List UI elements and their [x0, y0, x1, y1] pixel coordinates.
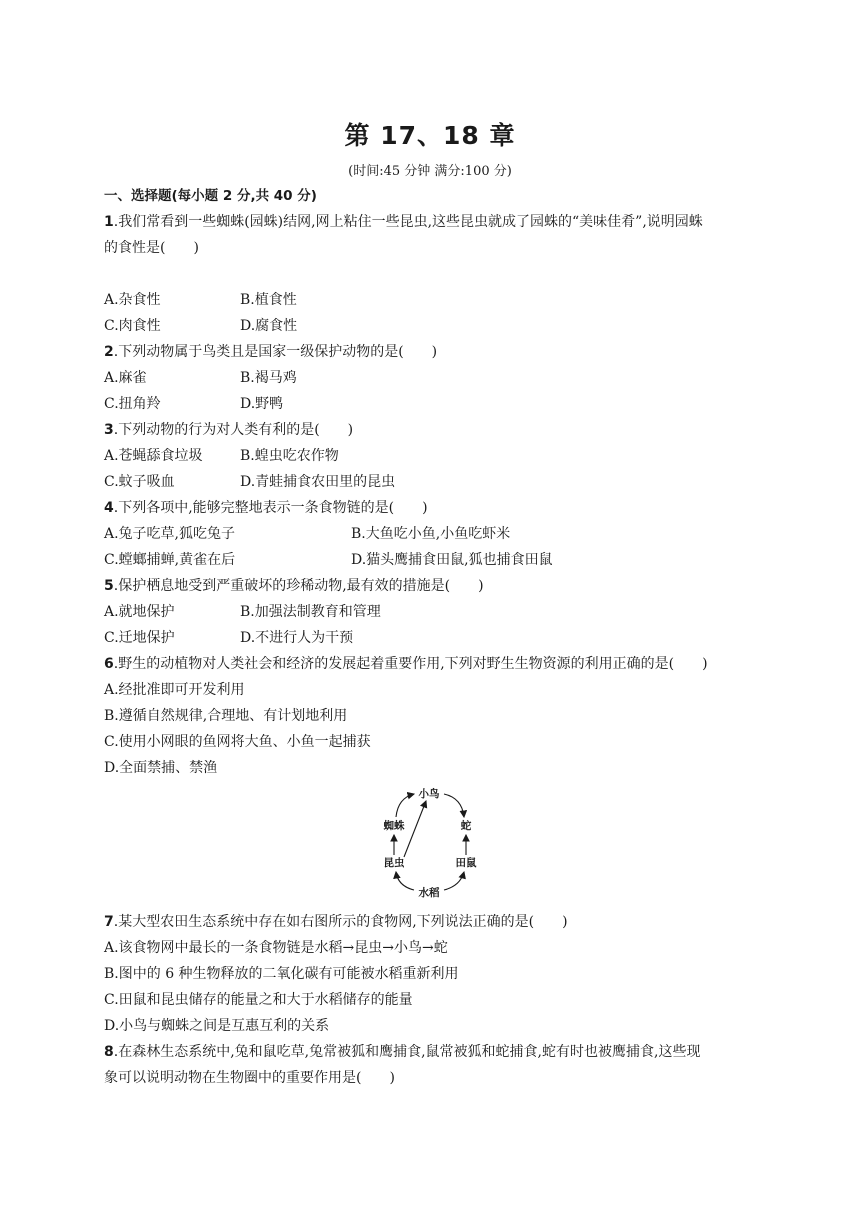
arrow-insect-bird — [404, 801, 426, 857]
question-4 — [104, 498, 428, 518]
option-b: B.加强法制教育和管理 — [240, 604, 381, 620]
question-text: .保护栖息地受到严重破坏的珍稀动物,最有效的措施是( ) — [113, 578, 484, 594]
page-title: 第 17、18 章 — [344, 121, 516, 150]
arrow-rice-insect — [396, 872, 414, 890]
option-b: B.蝗虫吃农作物 — [240, 448, 339, 464]
question-8-continued: 象可以说明动物在生物圈中的重要作用是( ) — [104, 1070, 395, 1086]
option-c: C.蚊子吸血 — [104, 474, 175, 490]
question-number: 2 — [104, 344, 114, 360]
option-a: A.兔子吃草,狐吃兔子 — [104, 526, 236, 542]
question-6 — [104, 654, 708, 674]
option-a: A.该食物网中最长的一条食物链是水稻→昆虫→小鸟→蛇 — [104, 940, 448, 956]
arrow-bird-snake — [444, 794, 464, 817]
question-number: 6 — [104, 656, 114, 672]
option-b: B.图中的 6 种生物释放的二氧化碳有可能被水稻重新利用 — [104, 966, 459, 982]
question-number: 7 — [104, 914, 114, 930]
option-d: D.不进行人为干预 — [240, 630, 354, 646]
option-c: C.田鼠和昆虫储存的能量之和大于水稻储存的能量 — [104, 992, 413, 1008]
option-a: A.就地保护 — [104, 604, 175, 620]
option-c: C.螳螂捕蝉,黄雀在后 — [104, 552, 236, 568]
option-d: D.全面禁捕、禁渔 — [104, 760, 218, 776]
option-d: D.野鸭 — [240, 396, 284, 412]
question-text: .我们常看到一些蜘蛛(园蛛)结网,网上粘住一些昆虫,这些昆虫就成了园蛛的“美味佳肴”,说明园蛛 — [113, 214, 703, 230]
question-2 — [104, 342, 437, 362]
question-number: 5 — [104, 578, 114, 594]
option-c: C.肉食性 — [104, 318, 161, 334]
option-a: A.杂食性 — [104, 292, 161, 308]
question-number: 4 — [104, 500, 114, 516]
question-text: .在森林生态系统中,兔和鼠吃草,兔常被狐和鹰捕食,鼠常被狐和蛇捕食,蛇有时也被鹰捕食,这些现 — [113, 1044, 701, 1060]
question-text: .某大型农田生态系统中存在如右图所示的食物网,下列说法正确的是( ) — [113, 914, 568, 930]
question-8 — [104, 1042, 700, 1062]
option-a: A.经批准即可开发利用 — [104, 682, 245, 698]
question-number: 8 — [104, 1044, 114, 1060]
option-d: D.腐食性 — [240, 318, 298, 334]
option-b: B.植食性 — [240, 292, 297, 308]
question-number: 3 — [104, 422, 114, 438]
node-bird: 小鸟 — [418, 788, 440, 800]
option-b: B.大鱼吃小鱼,小鱼吃虾米 — [351, 526, 511, 542]
node-snake: 蛇 — [460, 820, 472, 832]
option-c: C.使用小网眼的鱼网将大鱼、小鱼一起捕获 — [104, 734, 371, 750]
option-d: D.小鸟与蜘蛛之间是互惠互利的关系 — [104, 1018, 330, 1034]
arrow-rice-mouse — [444, 872, 464, 890]
question-1 — [104, 212, 703, 232]
option-a: A.苍蝇舔食垃圾 — [104, 448, 203, 464]
question-text: .野生的动植物对人类社会和经济的发展起着重要作用,下列对野生生物资源的利用正确的是( ) — [113, 656, 708, 672]
food-web-diagram — [374, 784, 484, 900]
question-text: .下列各项中,能够完整地表示一条食物链的是( ) — [113, 500, 428, 516]
question-7 — [104, 912, 568, 932]
arrow-spider-bird — [396, 794, 414, 817]
question-3 — [104, 420, 353, 440]
exam-time-score: (时间:45 分钟 满分:100 分) — [348, 164, 512, 179]
option-c: C.迁地保护 — [104, 630, 175, 646]
question-text: .下列动物的行为对人类有利的是( ) — [113, 422, 354, 438]
option-a: A.麻雀 — [104, 370, 147, 386]
section-heading: 一、选择题(每小题 2 分,共 40 分) — [104, 188, 317, 204]
node-mouse: 田鼠 — [455, 857, 477, 869]
option-c: C.扭角羚 — [104, 396, 161, 412]
option-b: B.遵循自然规律,合理地、有计划地利用 — [104, 708, 348, 724]
question-text: .下列动物属于鸟类且是国家一级保护动物的是( ) — [113, 344, 438, 360]
question-number: 1 — [104, 214, 114, 230]
node-rice: 水稻 — [418, 887, 440, 899]
question-1-continued: 的食性是( ) — [104, 240, 199, 256]
node-spider: 蜘蛛 — [383, 820, 405, 832]
question-5 — [104, 576, 484, 596]
option-d: D.猫头鹰捕食田鼠,狐也捕食田鼠 — [351, 552, 553, 568]
option-d: D.青蛙捕食农田里的昆虫 — [240, 474, 396, 490]
option-b: B.褐马鸡 — [240, 370, 297, 386]
node-insect: 昆虫 — [383, 857, 405, 869]
